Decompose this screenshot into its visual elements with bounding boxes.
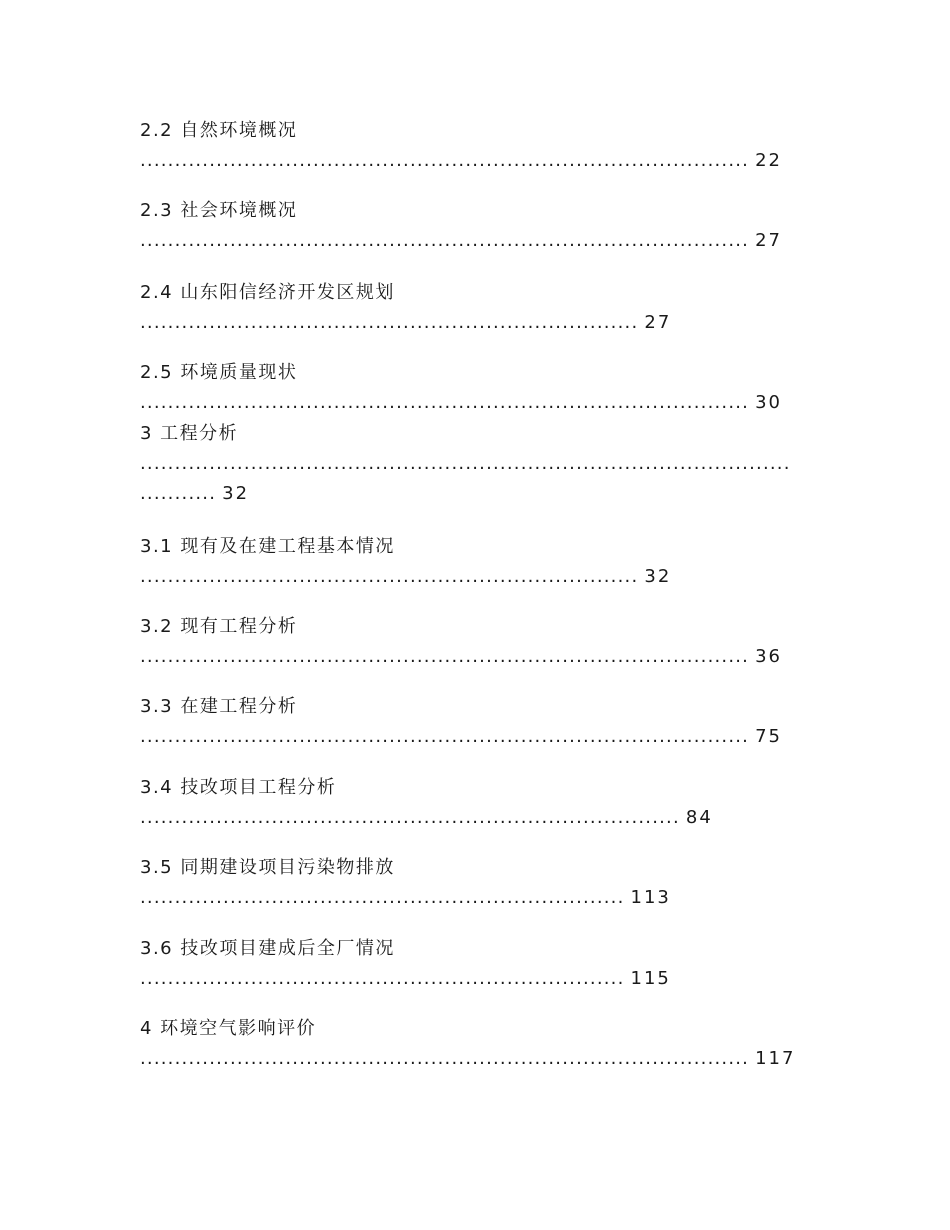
toc-leader xyxy=(140,230,820,252)
toc-entry[interactable] xyxy=(140,857,820,909)
toc-dots: ........................................................................................ xyxy=(140,230,750,251)
toc-page-number: 27 xyxy=(755,230,783,251)
toc-title: 3.1 现有及在建工程基本情况 xyxy=(140,536,395,557)
toc-title: 2.2 自然环境概况 xyxy=(140,120,298,141)
toc-page-number: 30 xyxy=(755,392,783,413)
toc-dots: ........................................................................................ xyxy=(140,392,750,413)
toc-dots: ........... xyxy=(140,483,217,504)
toc-title: 4 环境空气影响评价 xyxy=(140,1018,317,1039)
toc-entry[interactable] xyxy=(140,536,820,588)
toc-page-number: 27 xyxy=(644,312,672,333)
toc-leader xyxy=(140,483,820,505)
toc-dots: ........................................................................ xyxy=(140,312,639,333)
toc-leader xyxy=(140,726,820,748)
toc-leader xyxy=(140,312,820,334)
toc-entry[interactable] xyxy=(140,1018,820,1070)
toc-title: 2.4 山东阳信经济开发区规划 xyxy=(140,282,395,303)
toc-dots: ........................................................................................ xyxy=(140,150,750,171)
toc-title: 2.5 环境质量现状 xyxy=(140,362,298,383)
toc-dots: ........................................................................................ xyxy=(140,646,750,667)
toc-dots: .............................................................................................. xyxy=(140,453,791,474)
toc-dots: ...................................................................... xyxy=(140,968,625,989)
toc-dots: ........................................................................................ xyxy=(140,726,750,747)
toc-leader xyxy=(140,646,820,668)
toc-leader xyxy=(140,392,820,414)
toc-title: 3.4 技改项目工程分析 xyxy=(140,777,337,798)
toc-entry[interactable] xyxy=(140,777,820,829)
toc-leader xyxy=(140,453,820,475)
toc-dots: ........................................................................................ xyxy=(140,1048,750,1069)
toc-page-number: 36 xyxy=(755,646,783,667)
toc-title: 3.6 技改项目建成后全厂情况 xyxy=(140,938,395,959)
toc-page-number: 117 xyxy=(755,1048,796,1069)
toc-entry[interactable] xyxy=(140,282,820,334)
toc-page-number: 113 xyxy=(630,887,671,908)
toc-entry[interactable] xyxy=(140,362,820,414)
toc-page-number: 22 xyxy=(755,150,783,171)
toc-dots: .............................................................................. xyxy=(140,807,680,828)
toc-page-number: 115 xyxy=(630,968,671,989)
toc-entry[interactable] xyxy=(140,423,820,505)
toc-leader xyxy=(140,968,820,990)
toc-entry[interactable] xyxy=(140,200,820,252)
toc-leader xyxy=(140,566,820,588)
toc-title: 3.5 同期建设项目污染物排放 xyxy=(140,857,395,878)
toc-entry[interactable] xyxy=(140,616,820,668)
toc-entry[interactable] xyxy=(140,938,820,990)
toc-leader xyxy=(140,807,820,829)
toc-title: 3.3 在建工程分析 xyxy=(140,696,298,717)
toc-dots: ........................................................................ xyxy=(140,566,639,587)
toc-page-number: 32 xyxy=(644,566,672,587)
toc-title: 2.3 社会环境概况 xyxy=(140,200,298,221)
toc-title: 3 工程分析 xyxy=(140,423,239,444)
toc-page-number: 75 xyxy=(755,726,783,747)
toc-dots: ...................................................................... xyxy=(140,887,625,908)
toc-page-number: 84 xyxy=(685,807,713,828)
toc-page-number: 32 xyxy=(222,483,250,504)
toc-entry[interactable] xyxy=(140,120,820,172)
toc-leader xyxy=(140,150,820,172)
toc-leader xyxy=(140,1048,820,1070)
toc-entry[interactable] xyxy=(140,696,820,748)
toc-title: 3.2 现有工程分析 xyxy=(140,616,298,637)
toc-leader xyxy=(140,887,820,909)
